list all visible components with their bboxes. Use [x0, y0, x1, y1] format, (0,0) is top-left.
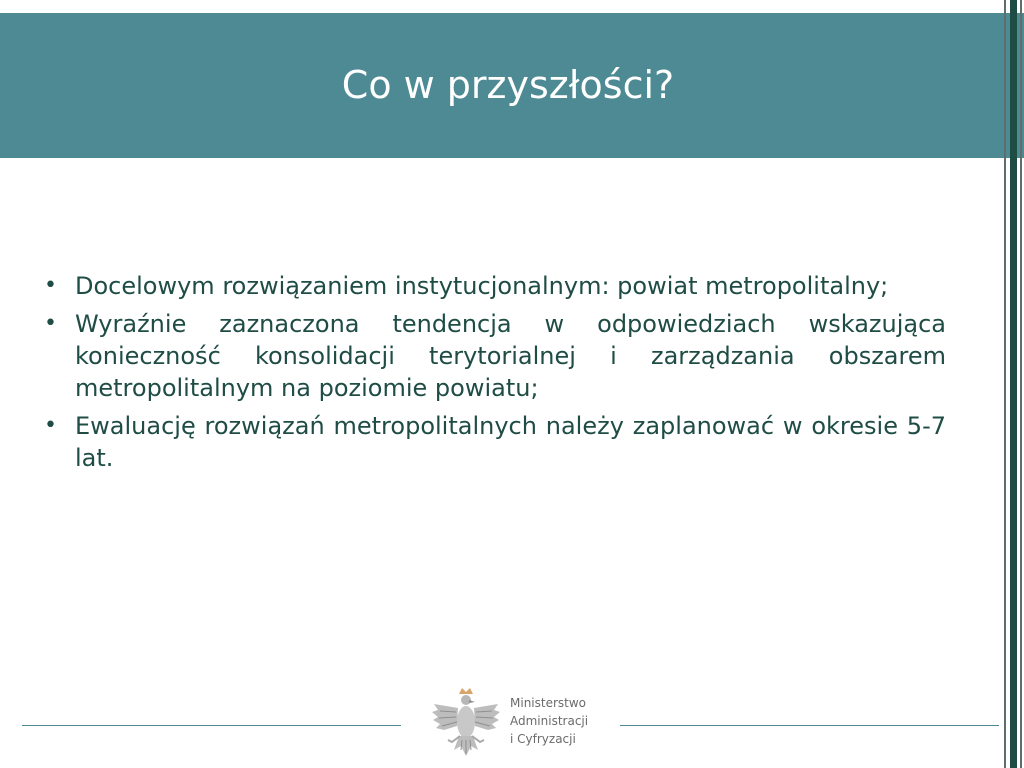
- bullet-item: [44, 410, 946, 474]
- footer-rule-right: [620, 725, 999, 726]
- ministry-line: Ministerstwo: [510, 696, 587, 710]
- bullet-icon: •: [44, 413, 57, 438]
- bullet-icon: •: [44, 311, 57, 336]
- ministry-name: [510, 694, 588, 748]
- bullet-icon: •: [44, 273, 57, 298]
- footer-rule-left: [22, 725, 401, 726]
- bullet-item: [44, 270, 946, 302]
- right-border-line: [1004, 0, 1006, 768]
- bullet-list: [44, 270, 946, 480]
- polish-eagle-emblem-icon: [428, 684, 504, 764]
- bullet-item: [44, 308, 946, 404]
- ministry-line: i Cyfryzacji: [510, 732, 576, 746]
- slide-title: Co w przyszłości?: [341, 63, 675, 107]
- right-border-bar: [1010, 0, 1017, 768]
- ministry-line: Administracji: [510, 714, 589, 728]
- bullet-text: Docelowym rozwiązaniem instytucjonalnym: powiat metropolitalny;: [75, 272, 889, 300]
- bullet-text: Wyraźnie zaznaczona tendencja w odpowiedziach wskazująca konieczność konsolidacji terytorialnej i zarządzania obszarem metropolitalnym na poziomie powiatu;: [75, 310, 946, 402]
- right-border-line: [1020, 0, 1022, 768]
- bullet-text: Ewaluację rozwiązań metropolitalnych należy zaplanować w okresie 5-7 lat.: [75, 412, 946, 472]
